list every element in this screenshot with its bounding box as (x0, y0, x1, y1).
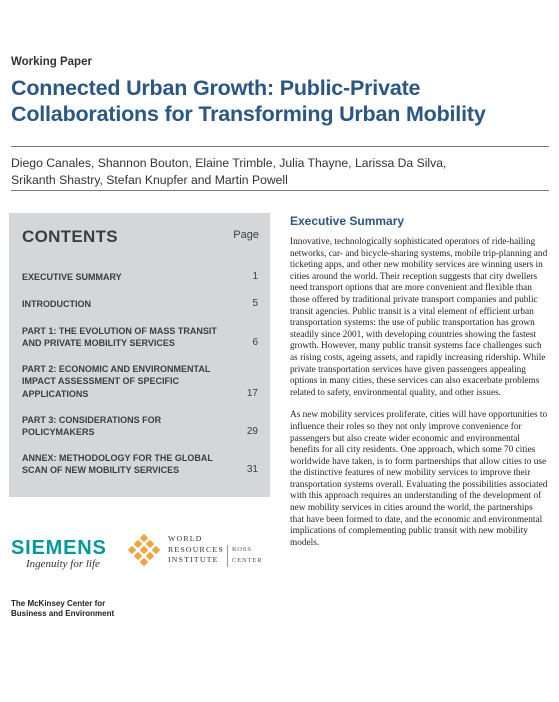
toc-label: PART 3: CONSIDERATIONS FOR (22, 415, 162, 425)
working-paper-label: Working Paper (11, 56, 92, 68)
paper-title (11, 75, 546, 127)
toc-item[interactable] (22, 414, 258, 439)
toc-item[interactable] (22, 271, 258, 283)
toc-label: IMPACT ASSESSMENT OF SPECIFIC (22, 376, 180, 387)
title-rule (11, 146, 549, 147)
authors-line-1: Diego Canales, Shannon Bouton, Elaine Trimble, Julia Thayne, Larissa Da Silva, (11, 156, 447, 170)
title-line-1: Connected Urban Growth: Public-Private (11, 76, 421, 100)
toc-item[interactable] (22, 452, 258, 477)
toc-label: INTRODUCTION (22, 299, 91, 309)
toc-label: POLICYMAKERS (22, 427, 95, 438)
executive-summary-body (290, 237, 548, 560)
toc-label: PART 2: ECONOMIC AND ENVIRONMENTAL (22, 364, 211, 374)
executive-summary-heading: Executive Summary (290, 214, 405, 228)
toc-page: 31 (246, 464, 258, 476)
siemens-logo: SIEMENS (11, 537, 107, 559)
wri-line: INSTITUTE (168, 555, 219, 565)
toc-label: PART 1: THE EVOLUTION OF MASS TRANSIT (22, 326, 217, 336)
authors (11, 155, 546, 188)
title-line-2: Collaborations for Transforming Urban Mobility (11, 102, 486, 126)
page-column-heading: Page (233, 229, 259, 241)
toc-label: AND PRIVATE MOBILITY SERVICES (22, 338, 175, 349)
toc-page: 1 (252, 271, 258, 282)
toc-label: EXECUTIVE SUMMARY (22, 272, 122, 282)
wri-logo-icon (127, 534, 161, 568)
toc-page: 29 (246, 426, 258, 438)
wri-line: WORLD (168, 534, 203, 543)
wri-logo-text (168, 534, 224, 566)
mckinsey-line: The McKinsey Center for (11, 599, 106, 608)
wri-line: RESOURCES (168, 544, 224, 554)
toc-page: 17 (246, 387, 258, 399)
toc-label: SCAN OF NEW MOBILITY SERVICES (22, 465, 180, 476)
summary-paragraph: As new mobility services proliferate, cities will have opportunities to influence their roles so they not only improve convenience for passengers but also create wider economic and environmental benefits for all city residents. One approach, which some 70 cities worldwide have taken, is to form partnerships that allow cities to use the distinctive features of new mobility services to improve their transportation systems overall. Evaluating the possibilities associated with this approach requires an understanding of the development of new mobility services in cities around the world, the partnerships that have been formed to date, and the economic and environmental implications of complementing public transit with new mobility models. (290, 410, 548, 548)
authors-rule (11, 190, 549, 191)
mckinsey-logo-text (11, 599, 114, 619)
toc-page: 5 (252, 298, 258, 309)
authors-line-2: Srikanth Shastry, Stefan Knupfer and Martin Powell (11, 172, 288, 187)
toc-item[interactable] (22, 363, 258, 400)
siemens-tagline: Ingenuity for life (26, 558, 100, 570)
summary-paragraph: Innovative, technologically sophisticated operators of ride-hailing networks, car- and bicycle-sharing systems, mobile trip-planning and ticketing apps, and other new mobility services are winning users in cities around the world. Their reception suggests that city dwellers need transport options that are more convenient and flexible than those offered by traditional private transport companies and public transit agencies. Public transit is a vital element of efficient urban transportation systems: the use of public transportation has grown steadily since 2001, with developing countries showing the fastest growth. However, many public transit systems face challenges such as rising costs, ageing assets, and rapidly increasing ridership. While private transportation services have given passengers appealing options in many cities, these services can also exacerbate problems related to safety, environmental quality, and other issues. (290, 237, 548, 398)
toc-label: APPLICATIONS (22, 388, 89, 399)
ross-line: CENTER (232, 556, 263, 564)
toc-label: ANNEX: METHODOLOGY FOR THE GLOBAL (22, 453, 213, 463)
toc-item[interactable] (22, 298, 258, 310)
contents-box (9, 213, 270, 497)
mckinsey-line: Business and Environment (11, 609, 115, 618)
toc-item[interactable] (22, 325, 258, 350)
toc-page: 6 (252, 337, 258, 349)
logo-divider (227, 545, 228, 567)
ross-line: ROSS (232, 546, 252, 553)
contents-heading: CONTENTS (22, 227, 118, 246)
ross-center-text (232, 545, 262, 566)
